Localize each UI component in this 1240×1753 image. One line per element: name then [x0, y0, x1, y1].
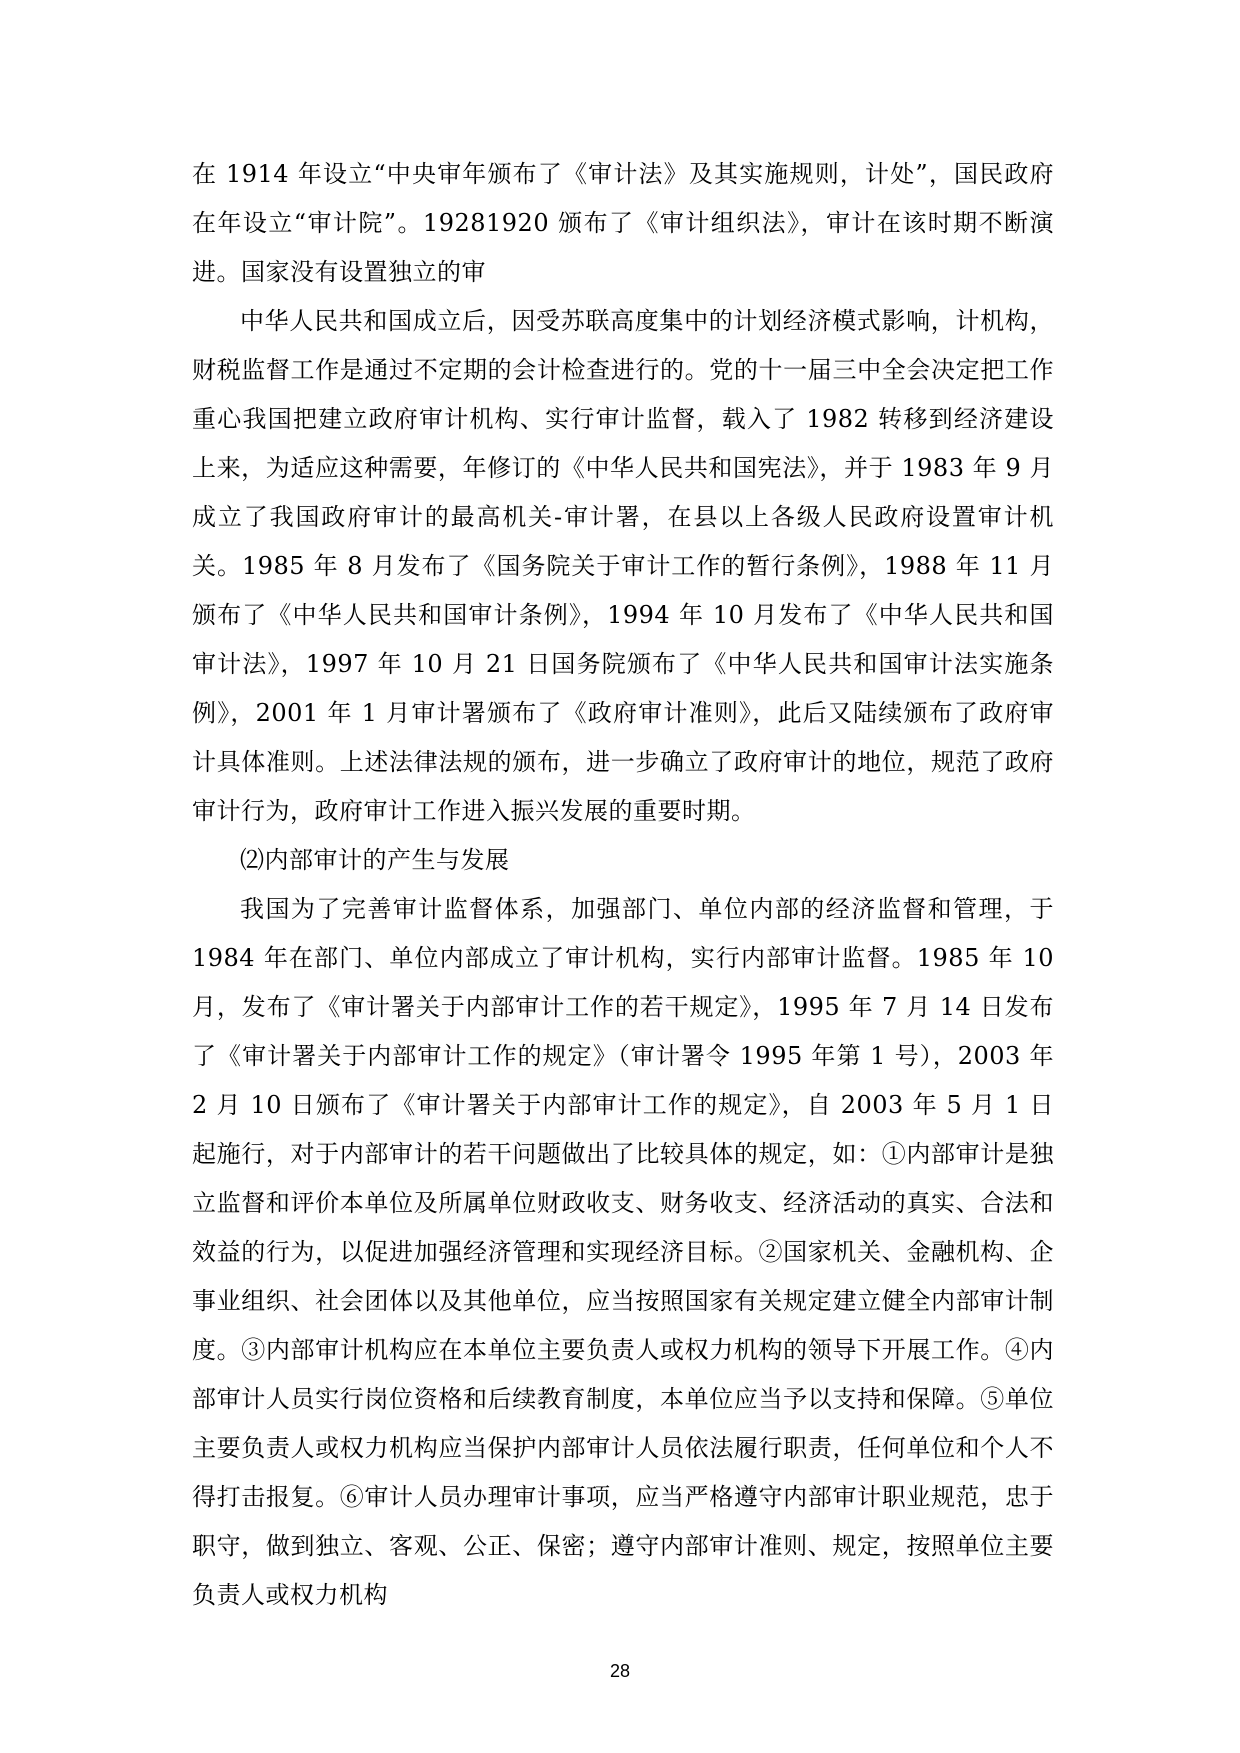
- paragraph-2: 中华人民共和国成立后，因受苏联高度集中的计划经济模式影响，计机构，财税监督工作是通过不定期的会计检查进行的。党的十一届三中全会决定把工作重心我国把建立政府审计机构、实行审计监督，载入了 1982 转移到经济建设上来，为适应这种需要，年修订的《中华人民共和国宪法》，并于 1983 年 9 月成立了我国政府审计的最高机关-审计署，在县以上各级人民政府设置审计机关。1985 年 8 月发布了《国务院关于审计工作的暂行条例》，1988 年 11 月颁布了《中华人民共和国审计条例》，1994 年 10 月发布了《中华人民共和国审计法》，1997 年 10 月 21 日国务院颁布了《中华人民共和国审计法实施条例》，2001 年 1 月审计署颁布了《政府审计准则》，此后又陆续颁布了政府审计具体准则。上述法律法规的颁布，进一步确立了政府审计的地位，规范了政府审计行为，政府审计工作进入振兴发展的重要时期。: [192, 307, 1054, 825]
- paragraph-3: 我国为了完善审计监督体系，加强部门、单位内部的经济监督和管理，于 1984 年在部门、单位内部成立了审计机构，实行内部审计监督。1985 年 10 月，发布了《审计署关于内部审计工作的若干规定》，1995 年 7 月 14 日发布了《审计署关于内部审计工作的规定》（审计署令 1995 年第 1 号），2003 年 2 月 10 日颁布了《审计署关于内部审计工作的规定》，自 2003 年 5 月 1 日起施行，对于内部审计的若干问题做出了比较具体的规定，如：①内部审计是独立监督和评价本单位及所属单位财政收支、财务收支、经济活动的真实、合法和效益的行为，以促进加强经济管理和实现经济目标。②国家机关、金融机构、企事业组织、社会团体以及其他单位，应当按照国家有关规定建立健全内部审计制度。③内部审计机构应在本单位主要负责人或权力机构的领导下开展工作。④内部审计人员实行岗位资格和后续教育制度，本单位应当予以支持和保障。⑤单位主要负责人或权力机构应当保护内部审计人员依法履行职责，任何单位和个人不得打击报复。⑥审计人员办理审计事项，应当严格遵守内部审计职业规范，忠于职守，做到独立、客观、公正、保密；遵守内部审计准则、规定，按照单位主要负责人或权力机构: [192, 895, 1054, 1609]
- section-heading-internal-audit: ⑵内部审计的产生与发展: [240, 846, 510, 874]
- body-text: [192, 150, 1054, 1620]
- page-number: 28: [609, 1661, 631, 1681]
- paragraph-1: 在 1914 年设立“中央审年颁布了《审计法》及其实施规则，计处”，国民政府在年设立“审计院”。19281920 颁布了《审计组织法》，审计在该时期不断演进。国家没有设置独立的审: [192, 160, 1054, 286]
